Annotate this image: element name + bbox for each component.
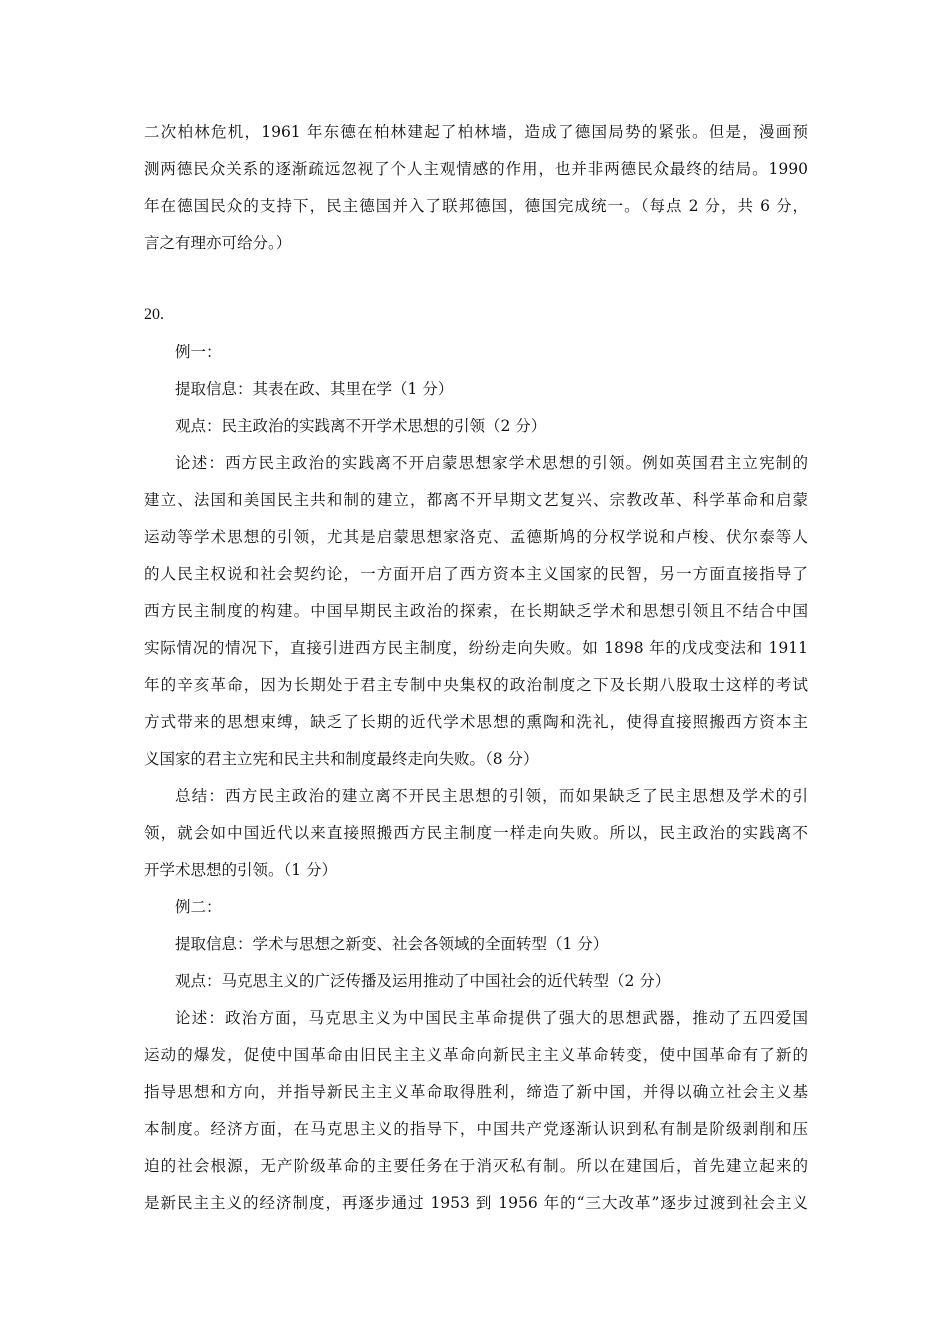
text-line: 西方民主制度的构建。中国早期民主政治的探索，在长期缺乏学术和思想引领且不结合中国 (144, 602, 808, 620)
argument-paragraph (144, 448, 808, 774)
text-line: 迫的社会根源，无产阶级革命的主要任务在于消灭私有制。所以在建国后，首先建立起来的 (144, 1157, 808, 1175)
example-two (144, 892, 808, 1218)
text-line: 本制度。经济方面，在马克思主义的指导下，中国共产党逐渐认识到私有制是阶级剥削和压 (144, 1120, 808, 1138)
text-line: 的人民主权说和社会契约论，一方面开启了西方资本主义国家的民智，另一方面直接指导了 (144, 565, 808, 583)
text-line: 总结：西方民主政治的建立离不开民主思想的引领，而如果缺乏了民主思想及学术的引 (175, 787, 808, 805)
text-line: 义国家的君主立宪和民主共和制度最终走向失败。（8 分） (144, 750, 539, 768)
text-line: 运动的爆发，促使中国革命由旧民主主义革命向新民主主义革命转变，使中国革命有了新的 (144, 1046, 808, 1064)
viewpoint: 观点：马克思主义的广泛传播及运用推动了中国社会的近代转型（2 分） (175, 972, 671, 990)
text-line: 领，就会如中国近代以来直接照搬西方民主制度一样走向失败。所以，民主政治的实践离不 (144, 824, 808, 842)
viewpoint: 观点：民主政治的实践离不开学术思想的引领（2 分） (175, 417, 547, 435)
text-line: 言之有理亦可给分。） (144, 234, 292, 252)
text-line: 二次柏林危机，1961 年东德在柏林建起了柏林墙，造成了德国局势的紧张。但是，漫画预 (144, 123, 808, 141)
document-page (144, 117, 808, 1218)
text-line: 测两德民众关系的逐渐疏远忽视了个人主观情感的作用，也并非两德民众最终的结局。1990 (144, 160, 808, 178)
text-line: 年在德国民众的支持下，民主德国并入了联邦德国，德国完成统一。（每点 2 分，共 6 分， (144, 197, 808, 215)
example-title: 例二： (175, 898, 222, 916)
example-title: 例一： (175, 343, 222, 361)
text-line: 论述：政治方面，马克思主义为中国民主革命提供了强大的思想武器，推动了五四爱国 (175, 1009, 808, 1027)
text-line: 建立、法国和美国民主共和制的建立，都离不开早期文艺复兴、宗教改革、科学革命和启蒙 (144, 491, 808, 509)
text-line: 指导思想和方向，并指导新民主主义革命取得胜利，缔造了新中国，并得以确立社会主义基 (144, 1083, 808, 1101)
text-line: 年的辛亥革命，因为长期处于君主专制中央集权的政治制度之下及长期八股取士这样的考试 (144, 676, 808, 694)
example-one (144, 337, 808, 885)
text-line: 论述：西方民主政治的实践离不开启蒙思想家学术思想的引领。例如英国君主立宪制的 (175, 454, 808, 472)
prev-answer-paragraph (144, 117, 808, 258)
argument-paragraph (144, 1003, 808, 1218)
text-line: 开学术思想的引领。（1 分） (144, 861, 338, 879)
summary-paragraph (144, 781, 808, 885)
text-line: 方式带来的思想束缚，缺乏了长期的近代学术思想的熏陶和洗礼，使得直接照搬西方资本主 (144, 713, 808, 731)
extracted-info: 提取信息：其表在政、其里在学（1 分） (175, 380, 454, 398)
question-number: 20. (144, 306, 164, 323)
text-line: 运动等学术思想的引领，尤其是启蒙思想家洛克、孟德斯鸠的分权学说和卢梭、伏尔泰等人 (144, 528, 808, 546)
extracted-info: 提取信息：学术与思想之新变、社会各领域的全面转型（1 分） (175, 935, 609, 953)
text-line: 是新民主主义的经济制度，再逐步通过 1953 到 1956 年的“三大改革”逐步过渡到社会主义 (144, 1194, 808, 1212)
text-line: 实际情况的情况下，直接引进西方民主制度，纷纷走向失败。如 1898 年的戊戌变法和 1911 (144, 639, 808, 657)
